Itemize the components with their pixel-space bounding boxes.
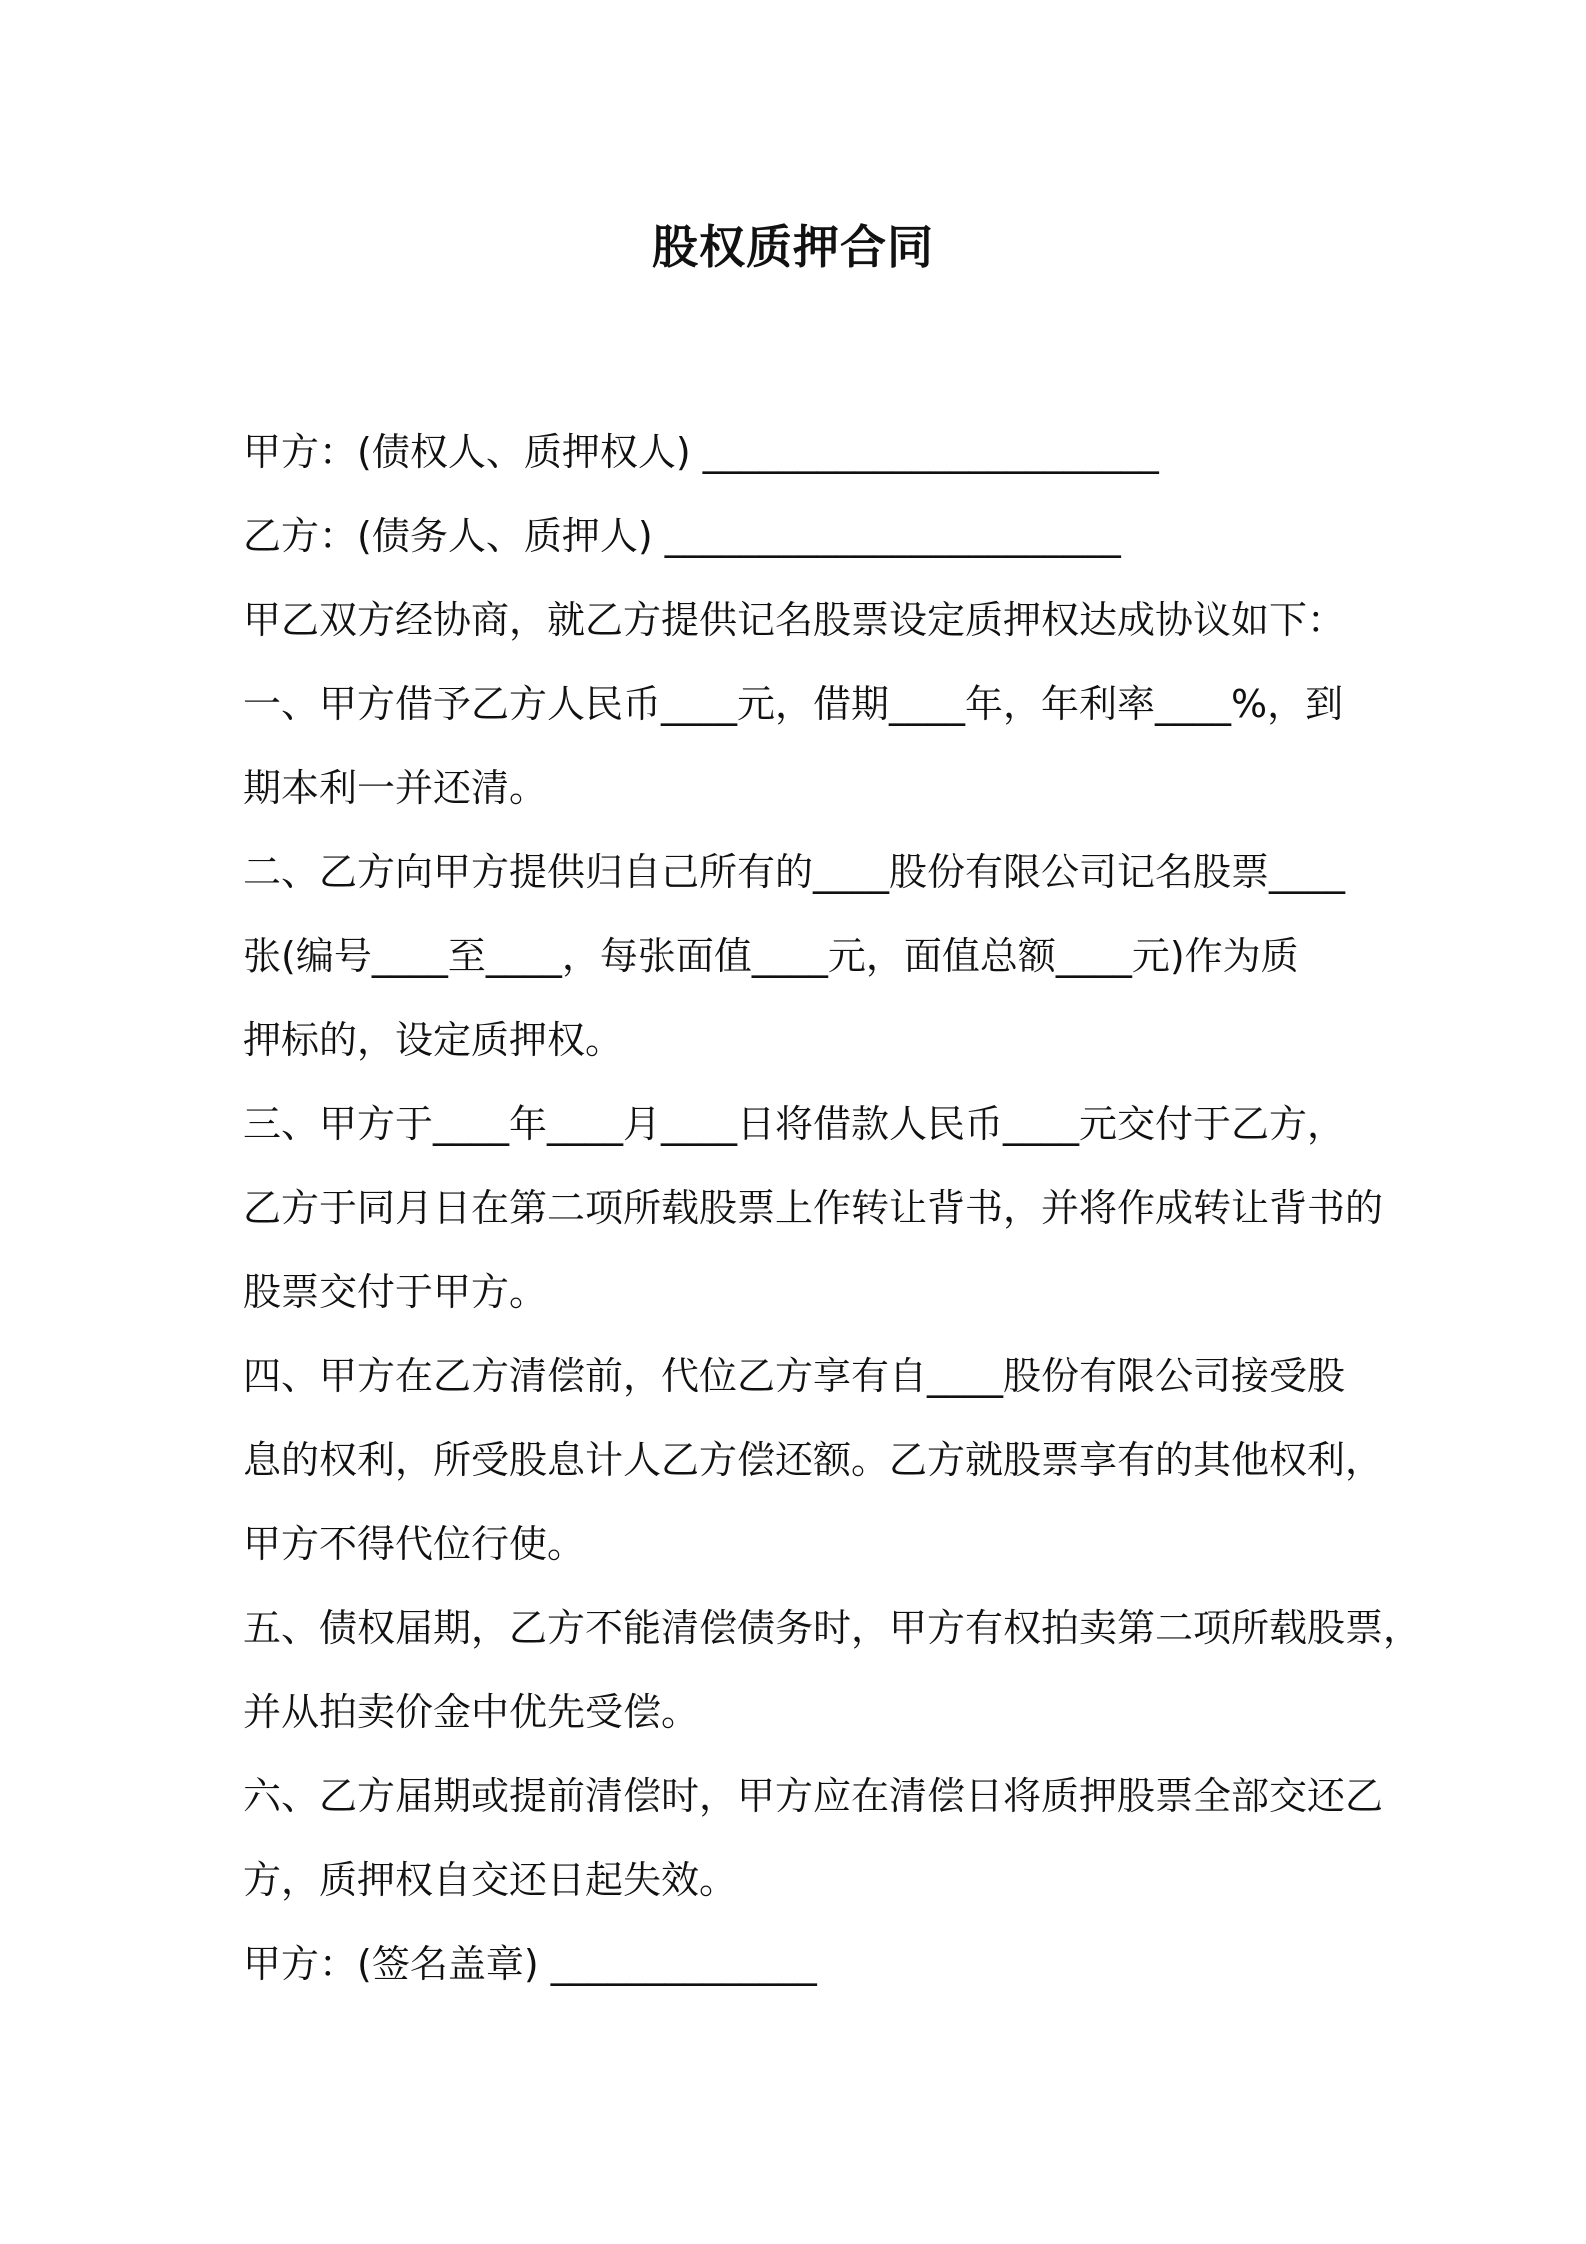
clause-3-line-1: 三、甲方于____年____月____日将借款人民币____元交付于乙方， xyxy=(243,1102,1346,1146)
party-b-line: 乙方：(债务人、质押人) ________________________ xyxy=(243,514,1121,558)
clause-4-line-2: 息的权利，所受股息计人乙方偿还额。乙方就股票享有的其他权利， xyxy=(243,1438,1384,1482)
clause-3-line-3: 股票交付于甲方。 xyxy=(243,1270,548,1314)
clause-6-line-1: 六、乙方届期或提前清偿时，甲方应在清偿日将质押股票全部交还乙 xyxy=(243,1774,1384,1818)
clause-4-line-1: 四、甲方在乙方清偿前，代位乙方享有自____股份有限公司接受股 xyxy=(243,1354,1346,1398)
clause-2-line-1: 二、乙方向甲方提供归自己所有的____股份有限公司记名股票____ xyxy=(243,850,1346,894)
clause-2-line-2: 张(编号____至____，每张面值____元，面值总额____元)作为质 xyxy=(243,934,1299,978)
clause-6-line-2: 方，质押权自交还日起失效。 xyxy=(243,1858,738,1902)
party-a-line: 甲方：(债权人、质押权人) ________________________ xyxy=(243,430,1159,474)
clause-5-line-1: 五、债权届期，乙方不能清偿债务时，甲方有权拍卖第二项所载股票， xyxy=(243,1606,1422,1650)
contract-body xyxy=(243,410,1422,2006)
clause-1-line-1: 一、甲方借予乙方人民币____元，借期____年，年利率____%，到 xyxy=(243,682,1344,726)
document-title: 股权质押合同 xyxy=(652,220,934,274)
intro-line: 甲乙双方经协商，就乙方提供记名股票设定质押权达成协议如下： xyxy=(243,598,1346,642)
clause-3-line-2: 乙方于同月日在第二项所载股票上作转让背书，并将作成转让背书的 xyxy=(243,1186,1384,1230)
signature-line: 甲方：(签名盖章) ______________ xyxy=(243,1942,817,1986)
clause-4-line-3: 甲方不得代位行使。 xyxy=(243,1522,586,1566)
clause-5-line-2: 并从拍卖价金中优先受偿。 xyxy=(243,1690,700,1734)
clause-2-line-3: 押标的，设定质押权。 xyxy=(243,1018,624,1062)
clause-1-line-2: 期本利一并还清。 xyxy=(243,766,548,810)
